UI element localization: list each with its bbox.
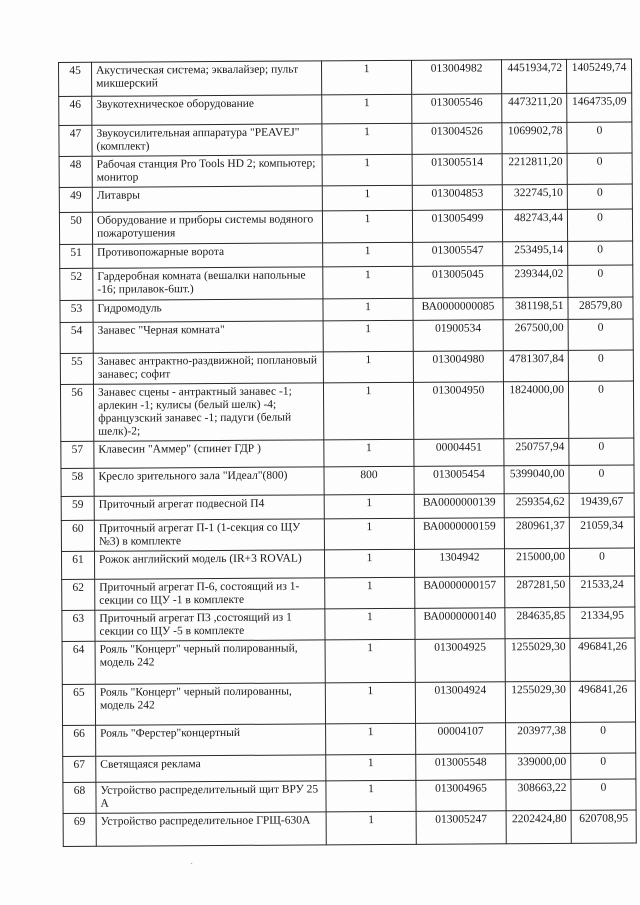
inventory-number: 01900534 — [413, 320, 503, 352]
item-quantity: 1 — [325, 639, 415, 683]
table-row — [60, 241, 633, 268]
item-quantity: 1 — [322, 210, 412, 243]
inventory-number: ВА0000000159 — [414, 518, 504, 550]
inventory-number: ВА0000000139 — [414, 494, 504, 519]
residual-value: 0 — [571, 779, 636, 810]
residual-value: 21533,24 — [570, 576, 635, 607]
row-number: 45 — [59, 62, 92, 96]
item-quantity: 1 — [321, 60, 411, 95]
row-number: 66 — [63, 725, 96, 756]
inventory-table-body — [59, 59, 637, 846]
item-name: Занавес сцены - антрактный занавес -1; арлекин -1; кулисы (белый шелк) -4; французский занавес -1; падуги (белый шелк)-2; — [93, 383, 323, 441]
inventory-number: ВА0000000157 — [415, 577, 505, 609]
inventory-number: 013004526 — [412, 123, 502, 155]
item-name: Звукоусилительная аппаратура "PEAVEJ" (комплект) — [92, 124, 322, 156]
row-number: 47 — [59, 125, 92, 156]
table-row — [61, 465, 634, 496]
book-value: 339000,00 — [506, 753, 571, 779]
inventory-number: 013005045 — [413, 266, 503, 299]
residual-value: 1464735,09 — [567, 93, 632, 122]
row-number: 58 — [61, 468, 94, 496]
book-value: 1069902,78 — [502, 122, 567, 153]
table-row — [61, 438, 634, 468]
row-number: 63 — [62, 610, 95, 641]
item-quantity: 1 — [325, 577, 415, 609]
item-name: Литавры — [92, 186, 322, 212]
inventory-number: 013004924 — [415, 682, 505, 724]
residual-value: 1405249,74 — [566, 59, 631, 93]
table-row — [62, 681, 635, 725]
item-quantity: 1 — [325, 682, 415, 724]
residual-value: 0 — [569, 548, 634, 576]
item-name: Устройство распределительный щит ВРУ 25 А — [96, 781, 326, 813]
table-row — [60, 319, 633, 353]
table-row — [59, 209, 632, 244]
item-quantity: 1 — [323, 266, 413, 299]
table-row — [59, 184, 632, 212]
inventory-number: 1304942 — [414, 549, 504, 578]
book-value: 239344,02 — [503, 265, 568, 297]
table-row — [62, 638, 635, 684]
item-quantity: 1 — [323, 320, 413, 352]
row-number: 48 — [59, 156, 92, 187]
residual-value: 0 — [567, 153, 632, 184]
scan-speck: · — [190, 858, 194, 869]
inventory-number: 013005547 — [413, 242, 503, 267]
table-row — [63, 810, 636, 846]
table-row — [59, 153, 632, 187]
item-quantity: 1 — [322, 123, 412, 155]
table-row — [61, 517, 634, 551]
inventory-number: 013004965 — [416, 780, 506, 812]
inventory-number: 013004853 — [412, 185, 502, 211]
row-number: 52 — [60, 268, 93, 300]
item-name: Кресло зрительного зала "Идеал"(800) — [94, 467, 324, 496]
book-value: 253495,14 — [503, 241, 568, 265]
table-row — [60, 265, 633, 300]
item-name: Рожок английский модель (IR+3 ROVAL) — [94, 550, 324, 579]
row-number: 53 — [60, 300, 93, 322]
row-number: 49 — [59, 187, 92, 212]
book-value: 322745,10 — [502, 184, 567, 209]
row-number: 59 — [61, 496, 94, 520]
item-name: Приточный агрегат П-6, состоящий из 1-секции со ЩУ -1 в комплекте — [95, 578, 325, 610]
inventory-table — [58, 58, 637, 846]
row-number: 51 — [60, 244, 93, 268]
table-row — [63, 722, 636, 756]
residual-value: 21059,34 — [569, 517, 634, 548]
residual-value: 620708,95 — [571, 810, 636, 843]
item-name: Клавесин "Аммер" (спинет ГДР ) — [94, 440, 324, 468]
item-name: Рояль "Концерт" черный полированный, модель 242 — [95, 640, 325, 684]
item-quantity: 1 — [325, 608, 415, 640]
item-quantity: 1 — [322, 185, 412, 211]
item-quantity: 1 — [324, 439, 414, 467]
table-row — [62, 607, 635, 641]
book-value: 2202424,80 — [506, 810, 571, 843]
table-row — [61, 548, 634, 579]
item-name: Акустическая система; эквалайзер; пульт микшерский — [92, 61, 322, 96]
book-value: 482743,44 — [502, 209, 567, 241]
inventory-number: 013005499 — [412, 210, 502, 243]
item-name: Приточный агрегат П-1 (1-секция со ЩУ №3) в комплекте — [94, 519, 324, 551]
book-value: 308663,22 — [506, 779, 571, 810]
table-row — [61, 493, 634, 520]
book-value: 1255029,30 — [505, 638, 570, 681]
inventory-number: 013005454 — [414, 466, 504, 495]
item-name: Противопожарные ворота — [93, 243, 323, 268]
residual-value: 28579,80 — [568, 297, 633, 319]
item-quantity: 1 — [323, 242, 413, 267]
item-quantity: 1 — [323, 298, 413, 321]
residual-value: 0 — [569, 465, 634, 493]
row-number: 54 — [60, 322, 93, 353]
item-quantity: 1 — [324, 518, 414, 550]
inventory-number: 013004982 — [411, 60, 501, 95]
inventory-number: 013004980 — [413, 351, 503, 383]
table-row — [59, 122, 632, 156]
residual-value: 496841,26 — [570, 681, 635, 722]
book-value: 280961,37 — [504, 517, 569, 548]
item-quantity: 1 — [322, 154, 412, 186]
inventory-number: ВА0000000140 — [415, 608, 505, 640]
residual-value: 0 — [568, 350, 633, 381]
residual-value: 0 — [567, 209, 632, 241]
book-value: 267500,00 — [503, 319, 568, 350]
item-name: Приточный агрегат П3 ,состоящий из 1 секции со ЩУ -5 в комплекте — [95, 609, 325, 641]
item-quantity: 1 — [323, 382, 413, 440]
item-quantity: 1 — [326, 780, 416, 812]
book-value: 381198,51 — [503, 297, 568, 319]
residual-value: 0 — [567, 122, 632, 153]
row-number: 55 — [60, 353, 93, 384]
inventory-number: 013005548 — [416, 754, 506, 781]
table-row — [59, 93, 632, 125]
row-number: 69 — [63, 813, 96, 846]
book-value: 1824000,00 — [503, 381, 568, 438]
book-value: 4781307,84 — [503, 350, 568, 381]
row-number: 50 — [59, 212, 92, 244]
book-value: 5399040,00 — [504, 465, 569, 493]
residual-value: 496841,26 — [570, 638, 635, 681]
row-number: 67 — [63, 756, 96, 782]
item-quantity: 1 — [326, 754, 416, 781]
residual-value: 0 — [568, 265, 633, 297]
book-value: 250757,94 — [504, 438, 569, 465]
residual-value: 0 — [571, 753, 636, 779]
item-name: Занавес антрактно-раздвижной; поплановый занавес; софит — [93, 352, 323, 384]
residual-value: 0 — [568, 319, 633, 350]
book-value: 1255029,30 — [505, 681, 570, 722]
item-quantity: 1 — [324, 494, 414, 519]
inventory-number: 013005546 — [412, 94, 502, 124]
row-number: 56 — [60, 384, 93, 441]
inventory-number: 00004107 — [416, 723, 506, 755]
item-quantity: 800 — [324, 466, 414, 495]
item-quantity: 1 — [324, 549, 414, 578]
row-number: 61 — [61, 551, 94, 579]
item-name: Гидромодуль — [93, 299, 323, 322]
table-row — [63, 779, 636, 813]
residual-value: 0 — [571, 722, 636, 753]
inventory-number: 00004451 — [414, 439, 504, 467]
book-value: 2212811,20 — [502, 153, 567, 184]
table-row — [60, 350, 633, 384]
inventory-number: ВА0000000085 — [413, 298, 503, 321]
item-quantity: 1 — [323, 351, 413, 383]
book-value: 259354,62 — [504, 493, 569, 517]
inventory-number: 013005247 — [416, 811, 506, 845]
item-name: Рабочая станция Pro Tools HD 2; компьютер; монитор — [92, 155, 322, 187]
row-number: 68 — [63, 782, 96, 813]
row-number: 57 — [61, 441, 94, 468]
row-number: 65 — [62, 684, 95, 725]
table-row — [62, 576, 635, 610]
residual-value: 21334,95 — [570, 607, 635, 638]
table-row — [63, 753, 636, 782]
table-row — [60, 381, 633, 441]
item-name: Занавес "Черная комната" — [93, 321, 323, 353]
row-number: 46 — [59, 96, 92, 125]
item-name: Гардеробная комната (вешалки напольные -16; прилавок-6шт.) — [93, 267, 323, 300]
item-name: Рояль "Концерт" черный полированны, модель 242 — [95, 683, 325, 725]
book-value: 287281,50 — [505, 576, 570, 607]
item-quantity: 1 — [322, 94, 412, 124]
book-value: 284635,85 — [505, 607, 570, 638]
item-name: Приточный агрегат подвесной П4 — [94, 495, 324, 520]
residual-value: 0 — [567, 184, 632, 209]
item-name: Звукотехническое оборудование — [92, 95, 322, 125]
item-quantity: 1 — [326, 723, 416, 755]
row-number: 60 — [61, 520, 94, 551]
residual-value: 19439,67 — [569, 493, 634, 517]
item-name: Рояль "Ферстер"концертный — [96, 724, 326, 756]
book-value: 4451934,72 — [501, 59, 566, 93]
row-number: 62 — [62, 579, 95, 610]
inventory-number: 013005514 — [412, 154, 502, 186]
book-value: 203977,38 — [506, 722, 571, 753]
item-name: Устройство распределительное ГРЩ-630А — [96, 812, 326, 846]
item-quantity: 1 — [326, 811, 416, 845]
inventory-number: 013004950 — [413, 382, 503, 440]
book-value: 4473211,20 — [502, 93, 567, 122]
inventory-number: 013004925 — [415, 639, 505, 683]
item-name: Оборудование и приборы системы водяного пожаротушения — [92, 211, 322, 244]
table-row — [59, 59, 632, 96]
residual-value: 0 — [568, 241, 633, 265]
item-name: Светящаяся реклама — [96, 755, 326, 782]
row-number: 64 — [62, 641, 95, 684]
book-value: 215000,00 — [504, 548, 569, 576]
residual-value: 0 — [569, 438, 634, 465]
residual-value: 0 — [568, 381, 633, 438]
